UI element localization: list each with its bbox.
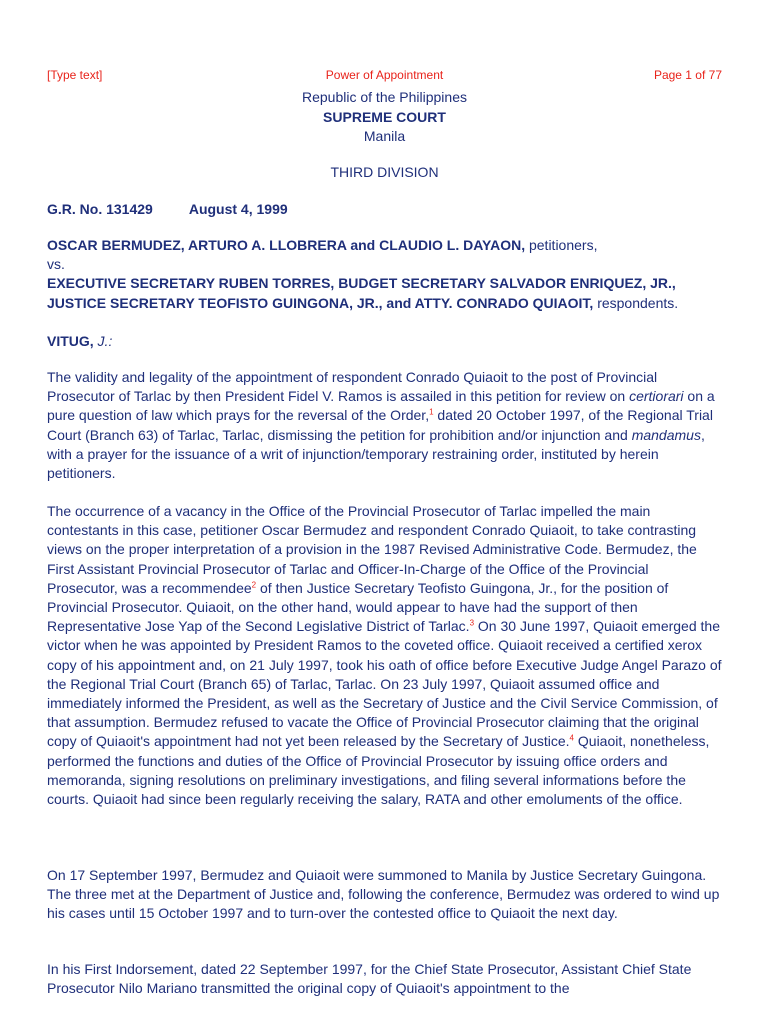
footnote-2-link[interactable]: 2 — [251, 580, 257, 590]
paragraph-1 — [47, 368, 722, 483]
paragraph-4: In his First Indorsement, dated 22 September 1997, for the Chief State Prosecutor, Assistant Chief State Prosecutor Nilo Mariano transmitted the original copy of Quiaoit's appointment to the — [47, 961, 692, 997]
court-title: SUPREME COURT — [323, 109, 446, 125]
footnote-3-link[interactable]: 3 — [469, 618, 475, 628]
p2-text-c: On 30 June 1997, Quiaoit emerged the victor when he was appointed by President Ramos to the coveted office. Quiaoit received a certified xerox copy of his appointment and, on 21 July 1997, took his oath of office before Executive Judge Angel Parazo of the Regional Trial Court (Branch 65) of Tarlac, Tarlac. On 23 July 1997, Quiaoit assumed office and immediately informed the President, as well as the Secretary of Justice and the Civil Service Commission, of that assumption. Bermudez refused to vacate the Office of Provincial Prosecutor claiming that the original copy of Quiaoit's appointment had not yet been released by the Secretary of Justice. — [47, 618, 722, 750]
petitioners-names: OSCAR BERMUDEZ, ARTURO A. LLOBRERA and CLAUDIO L. DAYAON, — [47, 237, 526, 253]
p1-text-d: dated 20 October 1997, of the Regional Trial Court (Branch 63) of Tarlac, Tarlac, dismissing the petition for prohibition and/or injunction and — [47, 407, 713, 443]
header-page-number: Page 1 of 77 — [653, 68, 722, 82]
p1-text-f: , with a prayer for the issuance of a writ of injunction/temporary restraining order, instituted by herein petitioners. — [47, 426, 705, 482]
p1-text-a: The validity and legality of the appointment of respondent Conrado Quiaoit to the post of Provincial Prosecutor of Tarlac by then President Fidel V. Ramos is assailed in this petition for review on — [47, 369, 658, 405]
case-number-line — [47, 200, 722, 219]
versus-label: vs. — [47, 256, 65, 273]
city-title: Manila — [363, 128, 406, 144]
p1-certiorari: certiorari — [629, 388, 684, 405]
ponente-line — [47, 332, 722, 351]
paragraph-2 — [47, 502, 722, 809]
p1-text-c: on a pure question of law which prays for the reversal of the Order, — [47, 388, 715, 424]
header-left-text: [Type text] — [47, 68, 103, 82]
respondents-names: EXECUTIVE SECRETARY RUBEN TORRES, BUDGET SECRETARY SALVADOR ENRIQUEZ, JR., JUSTICE SECRETARY TEOFISTO GUINGONA, JR., and ATTY. CONRADO QUIAOIT, — [47, 275, 676, 311]
paragraph-3: On 17 September 1997, Bermudez and Quiaoit were summoned to Manila by Justice Secretary Guingona. The three met at the Department of Justice and, following the conference, Bermudez was ordered to wind up his cases until 15 October 1997 and to turn-over the contested office to Quiaoit the next day. — [47, 867, 720, 922]
republic-title: Republic of the Philippines — [302, 89, 467, 105]
ponente-name: VITUG, — [47, 333, 94, 349]
p2-text-a: The occurrence of a vacancy in the Office of the Provincial Prosecutor of Tarlac impelled the main contestants in this case, petitioner Oscar Bermudez and respondent Conrado Quiaoit, to take contrasting views on the proper interpretation of a provision in the 1987 Revised Administrative Code. Bermudez, the First Assistant Provincial Prosecutor of Tarlac and Officer-In-Charge of the Office of the Provincial Prosecutor, was a recommendee — [47, 503, 697, 596]
ponente-suffix: J.: — [93, 333, 113, 349]
header-document-title: Power of Appointment — [325, 68, 444, 82]
p2-text-d: Quiaoit, nonetheless, performed the functions and duties of the Office of Provincial Prosecutor by issuing office orders and memoranda, signing resolutions on preliminary investigations, and filing several informations before the courts. Quiaoit had since been regularly receiving the salary, RATA and other emoluments of the office. — [47, 733, 710, 808]
gr-number: G.R. No. 131429 — [47, 201, 153, 217]
division-title: THIRD DIVISION — [330, 164, 439, 180]
p2-text-b: of then Justice Secretary Teofisto Guingona, Jr., for the position of Provincial Prosecutor. Quiaoit, on the other hand, would appear to have had the support of then Representative Jose Yap of the Second Legislative District of Tarlac. — [47, 579, 669, 635]
footnote-1-link[interactable]: 1 — [429, 407, 434, 417]
decision-date: August 4, 1999 — [188, 201, 288, 217]
respondents-label: respondents. — [593, 294, 679, 311]
footnote-4-link[interactable]: 4 — [569, 733, 574, 743]
petitioners-label: petitioners, — [525, 237, 598, 253]
case-parties — [47, 236, 722, 313]
p1-mandamus: mandamus — [631, 426, 701, 443]
